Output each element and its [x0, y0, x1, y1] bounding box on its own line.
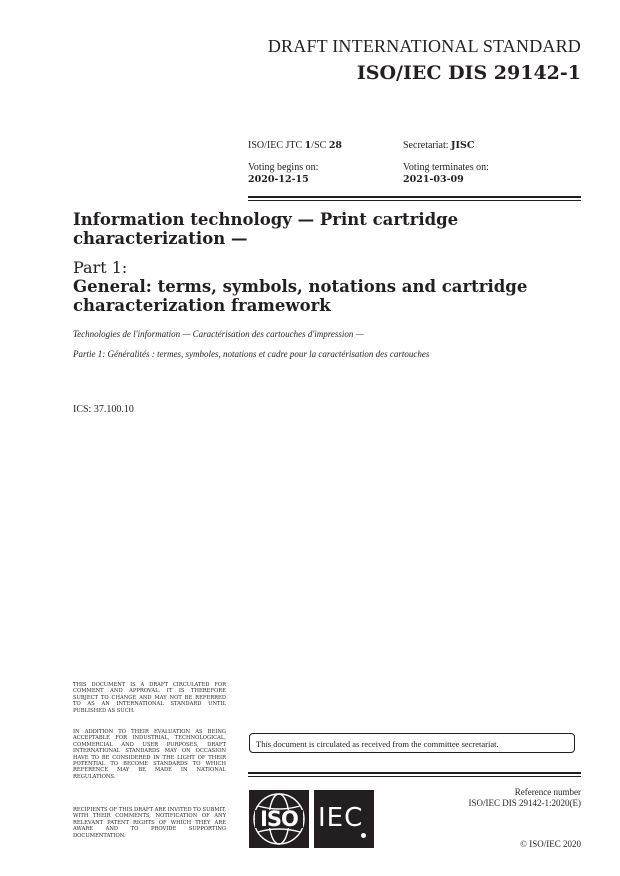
reference-number: ISO/IEC DIS 29142-1:2020(E)	[468, 798, 581, 808]
french-title: Technologies de l'information — Caractérisation des cartouches d'impression —	[73, 329, 364, 339]
voting-terminates: Voting terminates on: 2021-03-09	[403, 162, 489, 185]
part-title: General: terms, symbols, notations and cartridge characterization framework	[73, 277, 528, 315]
iec-dot-icon	[361, 833, 366, 838]
circulation-note: This document is circulated as received from the committee secretariat.	[249, 733, 575, 753]
iso-logo	[249, 790, 309, 848]
main-title: Information technology — Print cartridge characterization —	[73, 210, 459, 248]
header-rule-top	[248, 196, 581, 198]
footer-rule-bottom	[248, 776, 581, 777]
disclaimer-paragraph-1: THIS DOCUMENT IS A DRAFT CIRCULATED FOR COMMENT AND APPROVAL. IT IS THEREFORE SUBJECT TO CHANGE AND MAY NOT BE REFERRED TO AS AN INTERNATIONAL STANDARD UNTIL PUBLISHED AS SUCH.	[73, 682, 226, 714]
part-label: Part 1:	[73, 258, 128, 277]
disclaimer-paragraph-2: IN ADDITION TO THEIR EVALUATION AS BEING ACCEPTABLE FOR INDUSTRIAL, TECHNOLOGICAL, COMMERCIAL AND USER PURPOSES, DRAFT INTERNATIONAL STANDARDS MAY ON OCCASION HAVE TO BE CONSIDERED IN THE LIGHT OF THEIR POTENTIAL TO BECOME STANDARDS TO WHICH REFERENCE MAY BE MADE IN NATIONAL REGULATIONS.	[73, 729, 226, 780]
document-number: ISO/IEC DIS 29142-1	[356, 62, 581, 84]
document-type: DRAFT INTERNATIONAL STANDARD	[267, 36, 581, 56]
iec-logo-text: IEC	[318, 803, 364, 833]
secretariat: Secretariat: JISC	[403, 140, 475, 151]
header-rule-bottom	[248, 200, 581, 201]
footer-rule-top	[248, 772, 581, 774]
committee: ISO/IEC JTC 1/SC 28	[248, 140, 343, 151]
disclaimer-paragraph-3: RECIPIENTS OF THIS DRAFT ARE INVITED TO SUBMIT, WITH THEIR COMMENTS, NOTIFICATION OF ANY RELEVANT PATENT RIGHTS OF WHICH THEY ARE AWARE AND TO PROVIDE SUPPORTING DOCUMENTATION.	[73, 807, 226, 839]
iso-logo-text: ISO	[260, 807, 298, 831]
french-part-title: Partie 1: Généralités : termes, symboles, notations et cadre pour la caractérisation des cartouches	[73, 349, 430, 359]
ics-code: ICS: 37.100.10	[73, 404, 134, 415]
copyright: © ISO/IEC 2020	[520, 839, 581, 849]
iec-logo	[314, 790, 374, 848]
reference-label: Reference number	[514, 787, 581, 797]
voting-begins: Voting begins on: 2020-12-15	[248, 162, 319, 185]
